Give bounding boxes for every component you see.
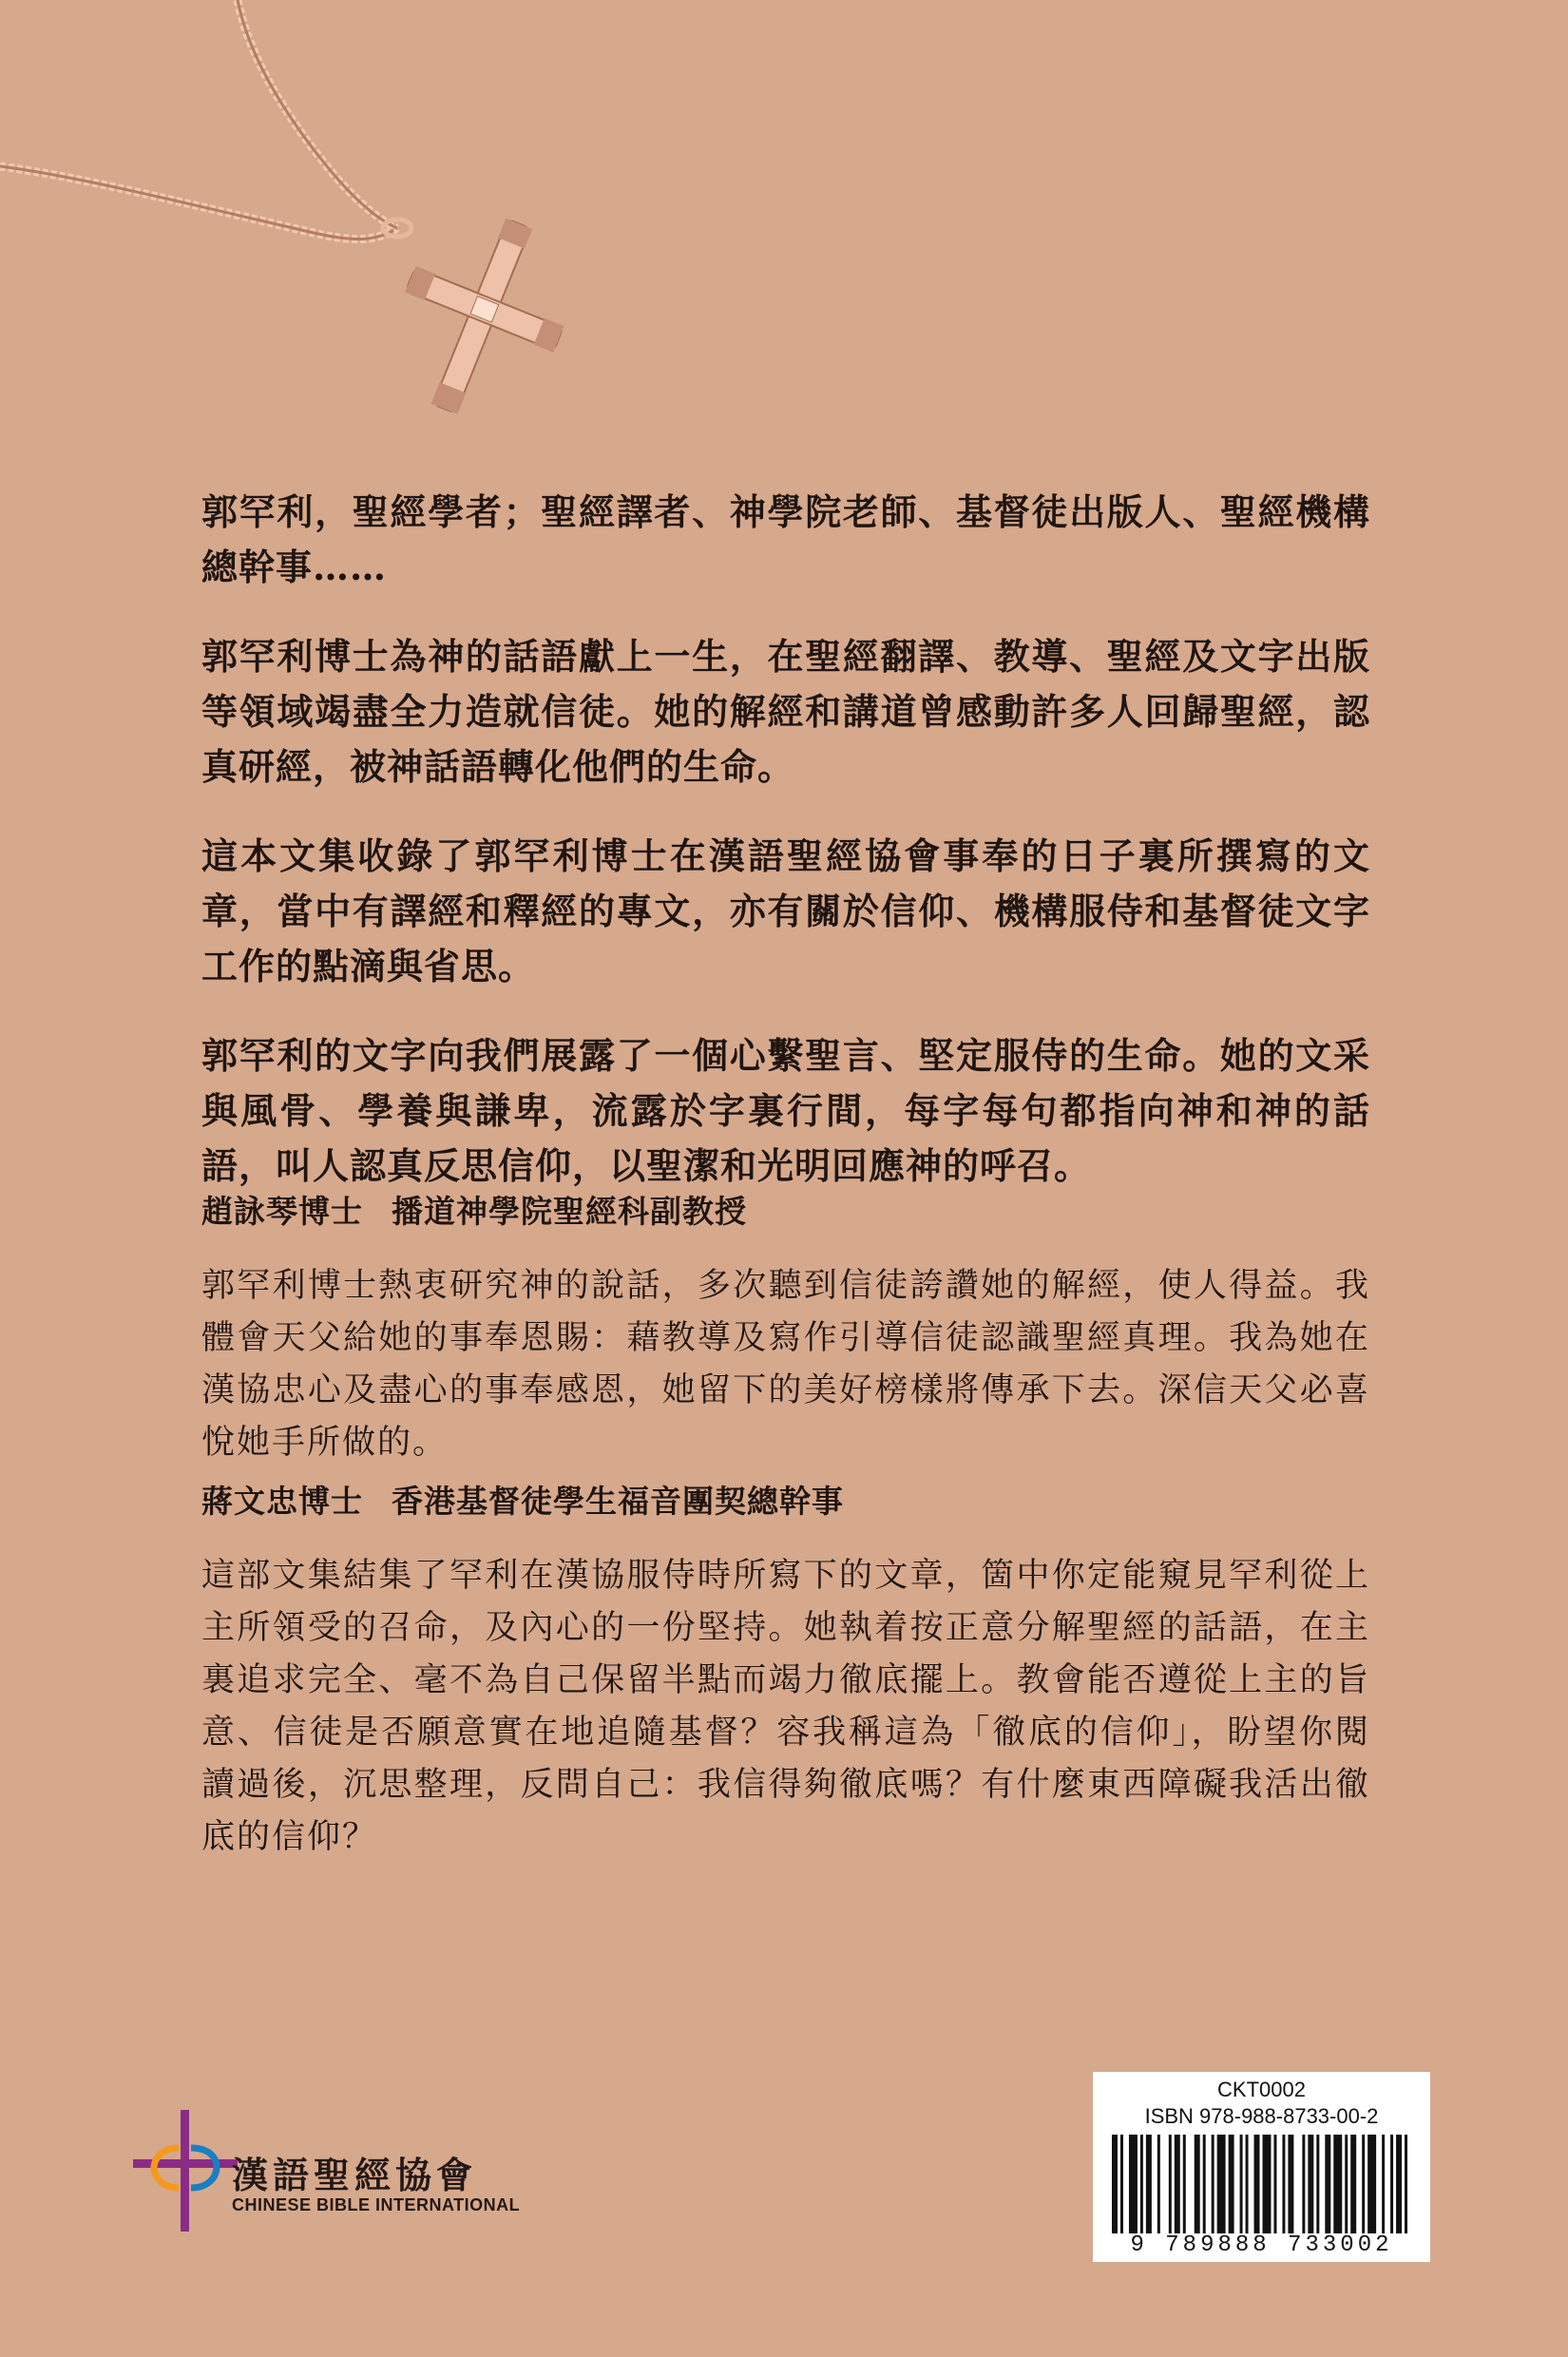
barcode-bar xyxy=(1390,2135,1393,2233)
isbn-barcode xyxy=(1093,2072,1430,2262)
endorser-title: 香港基督徒學生福音團契總幹事 xyxy=(392,1483,844,1520)
barcode-bar xyxy=(1203,2135,1206,2233)
barcode-bar xyxy=(1120,2135,1123,2233)
publisher-logo xyxy=(133,2110,521,2233)
barcode-bar xyxy=(1112,2135,1118,2233)
product-code: CKT0002 xyxy=(1217,2078,1306,2101)
book-description xyxy=(201,485,1370,1228)
barcode-bar xyxy=(1217,2135,1226,2233)
barcode-bar xyxy=(1212,2135,1214,2233)
barcode-bar xyxy=(1316,2135,1319,2233)
publisher-name-english: CHINESE BIBLE INTERNATIONAL xyxy=(232,2195,521,2214)
publisher-name-chinese: 漢語聖經協會 xyxy=(232,2155,478,2196)
barcode-bar xyxy=(1157,2135,1160,2233)
publisher-emblem-icon xyxy=(133,2110,238,2232)
barcode-bar xyxy=(1288,2135,1293,2233)
barcode-bar xyxy=(1396,2135,1402,2233)
intro-paragraph: 郭罕利，聖經學者；聖經譯者、神學院老師、基督徒出版人、聖經機構總幹事…… xyxy=(201,490,1370,588)
barcode-bar xyxy=(1350,2135,1356,2233)
barcode-bar xyxy=(1345,2135,1348,2233)
cross-necklace-image xyxy=(0,0,684,447)
barcode-bar xyxy=(1175,2135,1180,2233)
endorser-title: 播道神學院聖經科副教授 xyxy=(392,1193,747,1230)
endorser-name: 趙詠琴博士 xyxy=(201,1193,363,1230)
barcode-bar xyxy=(1146,2135,1152,2233)
barcode-bar xyxy=(1333,2135,1342,2233)
barcode-bar xyxy=(1382,2135,1385,2233)
barcode-digits: 9 789888 733002 xyxy=(1130,2232,1393,2258)
barcode-bar xyxy=(1195,2135,1200,2233)
barcode-bar xyxy=(1302,2135,1305,2233)
barcode-bar xyxy=(1273,2135,1276,2233)
barcode-bar xyxy=(1263,2135,1272,2233)
endorsement-text: 郭罕利博士熱衷研究神的說話，多次聽到信徒誇讚她的解經，使人得益。我體會天父給她的事奉恩賜：藉教導及寫作引導信徒認識聖經真理。我為她在漢協忠心及盡心的事奉感恩，她留下的美好榜樣將傳承下去。深信天父必喜悅她手所做的。 xyxy=(201,1267,1370,1462)
barcode-bar xyxy=(1254,2135,1260,2233)
intro-paragraph: 郭罕利博士為神的話語獻上一生，在聖經翻譯、教導、聖經及文字出版等領域竭盡全力造就信徒。她的解經和講道曾感動許多人回歸聖經，認真研經，被神話語轉化他們的生命。 xyxy=(201,635,1370,788)
endorsement xyxy=(201,1188,1370,1469)
barcode-bar xyxy=(1183,2135,1186,2233)
intro-paragraph: 這本文集收錄了郭罕利博士在漢語聖經協會事奉的日子裏所撰寫的文章，當中有譯經和釋經的專文，亦有關於信仰、機構服侍和基督徒文字工作的點滴與省思。 xyxy=(201,834,1370,987)
barcode-bar xyxy=(1325,2135,1330,2233)
barcode-bar xyxy=(1367,2135,1376,2233)
barcode-bars xyxy=(1112,2135,1416,2233)
barcode-bar xyxy=(1129,2135,1138,2233)
barcode-bar xyxy=(1246,2135,1249,2233)
endorser-name: 蔣文忠博士 xyxy=(201,1483,363,1520)
intro-paragraph: 郭罕利的文字向我們展露了一個心繫聖言、堅定服侍的生命。她的文采與風骨、學養與謙卑，流露於字裏行間，每字每句都指向神和神的話語，叫人認真反思信仰，以聖潔和光明回應神的呼召。 xyxy=(201,1034,1370,1187)
endorsement-text: 這部文集結集了罕利在漢協服侍時所寫下的文章，箇中你定能窺見罕利從上主所領受的召命，及內心的一份堅持。她執着按正意分解聖經的話語，在主裏追求完全、毫不為自己保留半點而竭力徹底擺上。教會能否遵從上主的旨意、信徒是否願意實在地追隨基督？容我稱這為「徹底的信仰」，盼望你閱讀過後，沉思整理，反問自己：我信得夠徹底嗎？有什麼東西障礙我活出徹底的信仰？ xyxy=(201,1557,1370,1856)
endorsement xyxy=(201,1478,1370,1864)
barcode-bar xyxy=(1362,2135,1365,2233)
barcode-bar xyxy=(1240,2135,1243,2233)
barcode-bar xyxy=(1229,2135,1234,2233)
barcode-bar xyxy=(1169,2135,1172,2233)
barcode-bar xyxy=(1405,2135,1407,2233)
endorser-heading xyxy=(201,1188,1370,1236)
barcode-bar xyxy=(1140,2135,1143,2233)
endorser-heading xyxy=(201,1478,1370,1525)
barcode-bar xyxy=(1282,2135,1285,2233)
isbn-number: ISBN 978-988-8733-00-2 xyxy=(1144,2104,1379,2128)
barcode-bar xyxy=(1308,2135,1313,2233)
